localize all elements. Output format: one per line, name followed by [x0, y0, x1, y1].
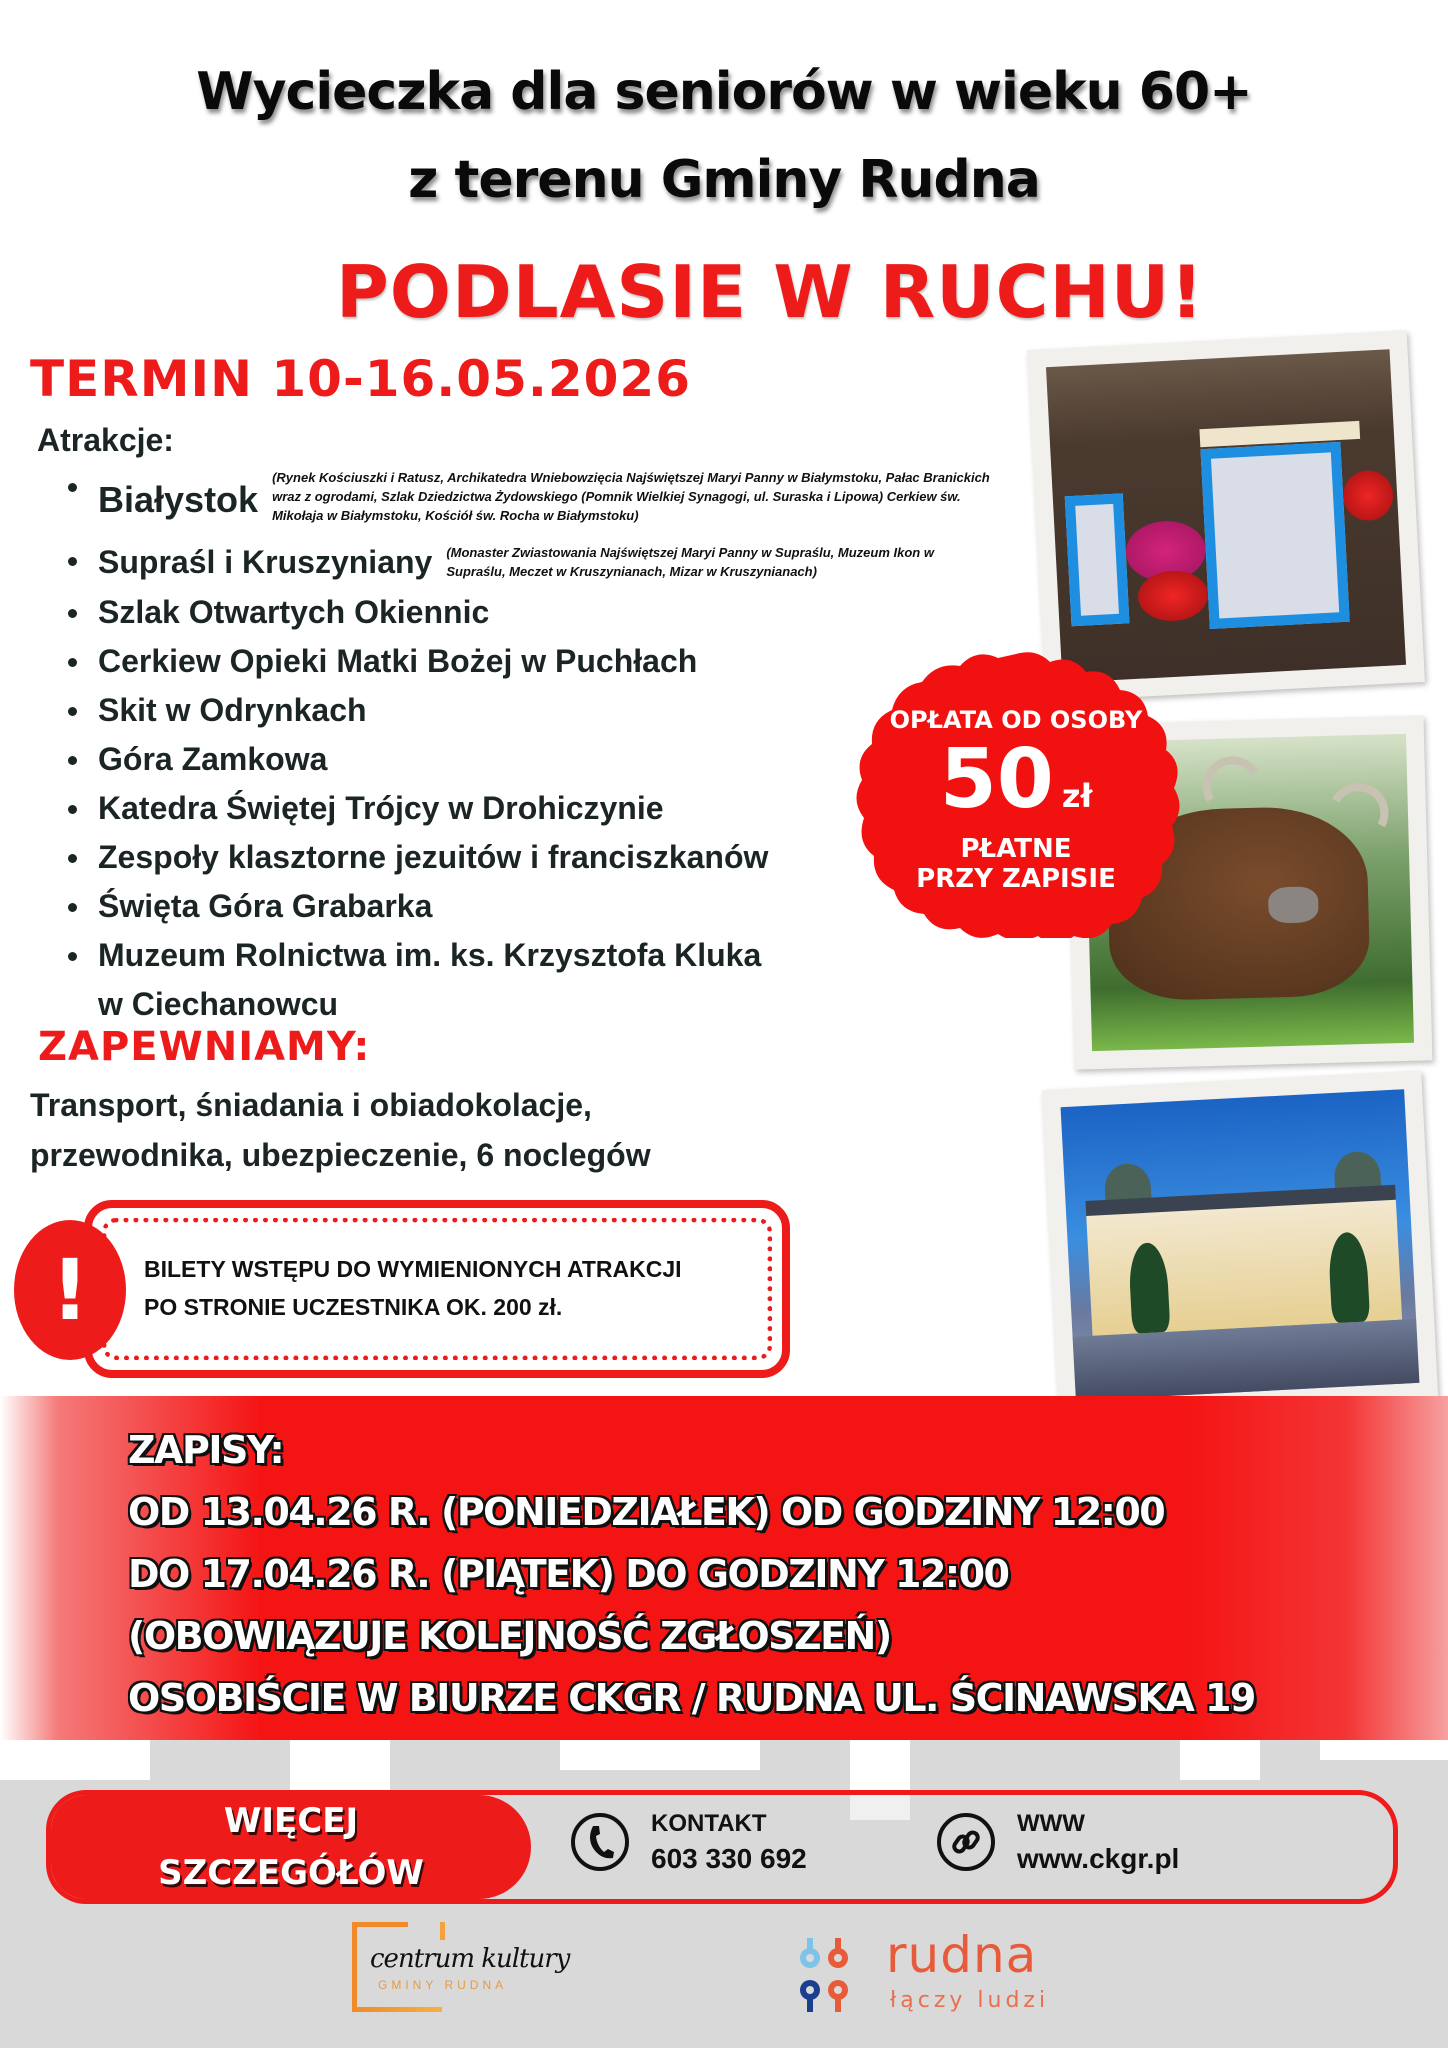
warning-line-1: BILETY WSTĘPU DO WYMIENIONYCH ATRAKCJI: [144, 1256, 682, 1282]
warning-line-2: PO STRONIE UCZESTNIKA OK. 200 zł.: [144, 1294, 563, 1320]
signup-line-2: DO 17.04.26 R. (PIĄTEK) DO GODZINY 12:00: [128, 1552, 1009, 1596]
provides-line-2: przewodnika, ubezpieczenie, 6 noclegów: [30, 1137, 651, 1173]
price-label-bottom-1: PŁATNE: [960, 834, 1072, 864]
attraction-name-continuation: w Ciechanowcu: [98, 986, 339, 1022]
info-bar: [46, 1790, 1398, 1904]
contact-phone[interactable]: [571, 1807, 807, 1877]
price-badge: [850, 648, 1182, 938]
contact-website[interactable]: [937, 1807, 1179, 1877]
more-details-line-1: WIĘCEJ: [223, 1801, 359, 1841]
attraction-name: Supraśl i Kruszyniany: [98, 543, 433, 580]
attraction-name: Cerkiew Opieki Matki Bożej w Puchłach: [98, 643, 698, 679]
signup-line-3: (OBOWIĄZUJE KOLEJNOŚĆ ZGŁOSZEŃ): [128, 1614, 891, 1658]
price-label-bottom-2: PRZY ZAPISIE: [916, 864, 1116, 894]
poster-title-line-1: Wycieczka dla seniorów w wieku 60+: [196, 62, 1252, 122]
rudna-logo-word: rudna: [886, 1926, 1038, 1984]
trip-dates: TERMIN 10-16.05.2026: [30, 350, 692, 408]
ck-logo-subtitle: GMINY RUDNA: [378, 1978, 508, 1992]
headline: PODLASIE W RUCHU!: [336, 250, 1205, 334]
contact-label: KONTAKT: [651, 1810, 767, 1837]
more-details-button[interactable]: [51, 1795, 531, 1899]
contact-phone-number: 603 330 692: [651, 1843, 807, 1874]
photo-palace: [1042, 1070, 1439, 1419]
ticket-warning-text: [144, 1250, 764, 1326]
attraction-name: Katedra Świętej Trójcy w Drohiczynie: [98, 790, 664, 826]
signup-band: [0, 1396, 1448, 1740]
attraction-name: Święta Góra Grabarka: [98, 888, 433, 924]
more-details-line-2: SZCZEGÓŁÓW: [158, 1853, 424, 1893]
signup-line-4: OSOBIŚCIE W BIURZE CKGR / RUDNA UL. ŚCINAWSKA 19: [128, 1676, 1255, 1720]
price-amount: 50: [939, 732, 1054, 827]
signup-line-1: OD 13.04.26 R. (PONIEDZIAŁEK) OD GODZINY 12:00: [128, 1490, 1165, 1534]
attraction-name: Muzeum Rolnictwa im. ks. Krzysztofa Kluka: [98, 937, 762, 973]
photo-image: [1046, 349, 1406, 683]
attraction-detail: (Rynek Kościuszki i Ratusz, Archikatedra Wniebowzięcia Najświętszej Maryi Panny w Białymstoku, Pałac Branickich wraz z ogrodami, Szlak Dziedzictwa Żydowskiego (Pomnik Wielkiej Synagogi, ul. Suraska i Lipowa) Cerkiew św. Mikołaja w Białymstoku, Kościół św. Rocha w Białymstoku): [272, 469, 990, 523]
rudna-logo-tagline: łączy ludzi: [890, 1988, 1050, 2013]
attraction-item: [60, 462, 1040, 536]
poster-title-line-2: z terenu Gminy Rudna: [408, 150, 1040, 210]
website-url[interactable]: www.ckgr.pl: [1017, 1843, 1180, 1874]
attraction-name: Szlak Otwartych Okiennic: [98, 594, 490, 630]
provides-text: [30, 1080, 750, 1180]
attraction-item: [60, 931, 1040, 1029]
price-label-bottom: [850, 834, 1182, 894]
www-label: WWW: [1017, 1810, 1085, 1837]
phone-icon: [571, 1813, 629, 1871]
attraction-item: [60, 536, 1040, 588]
ck-logo-script: centrum kultury: [370, 1944, 570, 1974]
price-value: [850, 730, 1182, 846]
rudna-logo: [790, 1926, 1080, 2032]
photo-blue-window-house: [1027, 330, 1425, 701]
attraction-name: Góra Zamkowa: [98, 741, 328, 777]
attractions-label: Atrakcje:: [37, 422, 174, 458]
centrum-kultury-logo: [352, 1922, 582, 2018]
attraction-name: Białystok: [98, 478, 259, 520]
rudna-logo-mark-icon: [790, 1936, 860, 2016]
photo-image: [1061, 1089, 1420, 1401]
attraction-name: Skit w Odrynkach: [98, 692, 367, 728]
provides-heading: ZAPEWNIAMY:: [38, 1024, 371, 1070]
provides-line-1: Transport, śniadania i obiadokolacje,: [30, 1087, 592, 1123]
price-currency: zł: [1061, 777, 1093, 815]
exclamation-icon: !: [14, 1220, 126, 1360]
attraction-name: Zespoły klasztorne jezuitów i franciszkanów: [98, 839, 769, 875]
attraction-detail: (Monaster Zwiastowania Najświętszej Maryi Panny w Supraślu, Muzeum Ikon w Supraślu, Meczet w Kruszynianach, Mizar w Kruszynianach): [446, 545, 934, 579]
signup-title: ZAPISY:: [128, 1428, 284, 1472]
attraction-item: [60, 588, 1040, 637]
link-icon: [937, 1813, 995, 1871]
price-label-top: OPŁATA OD OSOBY: [889, 706, 1143, 734]
